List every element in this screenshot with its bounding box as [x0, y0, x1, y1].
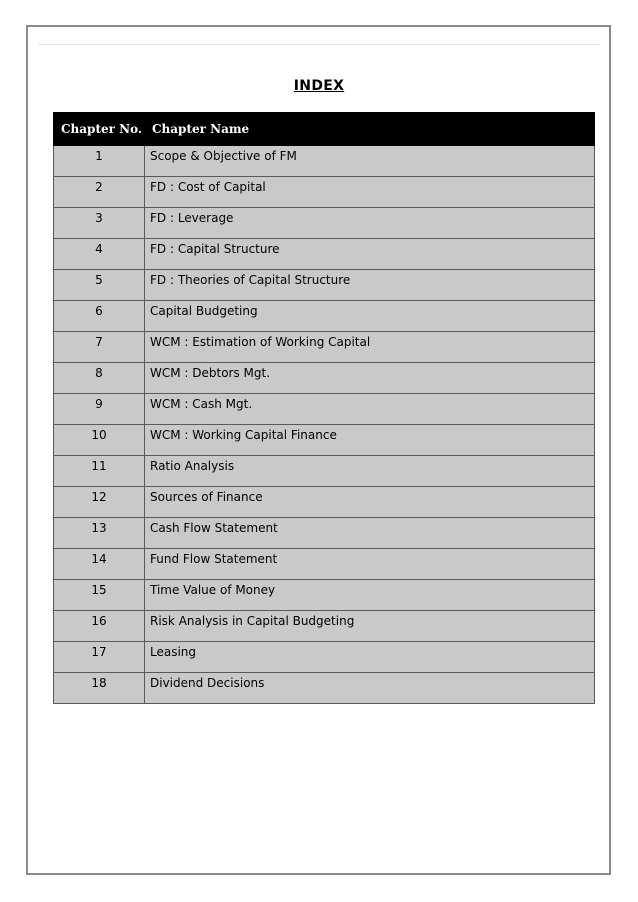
chapter-name: Sources of Finance — [150, 490, 263, 504]
chapter-name: FD : Capital Structure — [150, 242, 280, 256]
table-row — [54, 642, 595, 673]
chapter-name-cell — [145, 270, 595, 301]
chapter-no: 18 — [91, 676, 107, 690]
chapter-name-cell — [145, 580, 595, 611]
page-title: INDEX — [293, 78, 345, 94]
chapter-no: 7 — [95, 335, 103, 349]
chapter-no-cell — [54, 642, 145, 673]
chapter-no-cell — [54, 208, 145, 239]
chapter-name: Cash Flow Statement — [150, 521, 278, 535]
chapter-no: 6 — [95, 304, 103, 318]
chapter-name: WCM : Cash Mgt. — [150, 397, 253, 411]
chapter-name-cell — [145, 208, 595, 239]
chapter-name: FD : Cost of Capital — [150, 180, 266, 194]
chapter-no: 2 — [95, 180, 103, 194]
table-row — [54, 208, 595, 239]
chapter-name: FD : Leverage — [150, 211, 234, 225]
chapter-no-cell — [54, 549, 145, 580]
chapter-no-cell — [54, 518, 145, 549]
chapter-no: 16 — [91, 614, 107, 628]
index-table — [53, 112, 595, 704]
table-row — [54, 146, 595, 177]
chapter-no-cell — [54, 239, 145, 270]
chapter-name-cell — [145, 456, 595, 487]
chapter-no-cell — [54, 270, 145, 301]
table-row — [54, 673, 595, 704]
chapter-no: 1 — [95, 149, 103, 163]
chapter-name-cell — [145, 177, 595, 208]
chapter-no-cell — [54, 673, 145, 704]
table-row — [54, 549, 595, 580]
chapter-no-cell — [54, 146, 145, 177]
header-chapter-no: Chapter No. — [54, 113, 145, 146]
chapter-no: 8 — [95, 366, 103, 380]
chapter-name: FD : Theories of Capital Structure — [150, 273, 351, 287]
chapter-no-cell — [54, 363, 145, 394]
chapter-no-cell — [54, 301, 145, 332]
chapter-name: WCM : Working Capital Finance — [150, 428, 337, 442]
chapter-name: Capital Budgeting — [150, 304, 258, 318]
table-header-row — [54, 113, 595, 146]
chapter-no: 17 — [91, 645, 107, 659]
chapter-name-cell — [145, 301, 595, 332]
chapter-name-cell — [145, 487, 595, 518]
table-row — [54, 239, 595, 270]
chapter-name: Fund Flow Statement — [150, 552, 278, 566]
chapter-name-cell — [145, 146, 595, 177]
chapter-name-cell — [145, 549, 595, 580]
table-row — [54, 177, 595, 208]
chapter-name: Time Value of Money — [150, 583, 276, 597]
chapter-no: 9 — [95, 397, 103, 411]
table-row — [54, 456, 595, 487]
chapter-no: 10 — [91, 428, 107, 442]
chapter-no-cell — [54, 332, 145, 363]
table-row — [54, 394, 595, 425]
chapter-no: 14 — [91, 552, 107, 566]
chapter-no: 4 — [95, 242, 103, 256]
chapter-name-cell — [145, 642, 595, 673]
chapter-name-cell — [145, 239, 595, 270]
chapter-no-cell — [54, 394, 145, 425]
chapter-name: Dividend Decisions — [150, 676, 265, 690]
chapter-no-cell — [54, 177, 145, 208]
chapter-name-cell — [145, 425, 595, 456]
header-rule — [38, 44, 600, 45]
chapter-name: WCM : Estimation of Working Capital — [150, 335, 371, 349]
chapter-no-cell — [54, 580, 145, 611]
table-row — [54, 580, 595, 611]
chapter-name-cell — [145, 332, 595, 363]
chapter-no: 12 — [91, 490, 107, 504]
chapter-no-cell — [54, 456, 145, 487]
table-row — [54, 487, 595, 518]
chapter-no: 3 — [95, 211, 103, 225]
chapter-no-cell — [54, 611, 145, 642]
chapter-no-cell — [54, 487, 145, 518]
chapter-name: Risk Analysis in Capital Budgeting — [150, 614, 355, 628]
chapter-name: Ratio Analysis — [150, 459, 235, 473]
chapter-name-cell — [145, 673, 595, 704]
chapter-name: Scope & Objective of FM — [150, 149, 297, 163]
chapter-name: Leasing — [150, 645, 197, 659]
chapter-name-cell — [145, 363, 595, 394]
chapter-name-cell — [145, 518, 595, 549]
table-body — [54, 146, 595, 704]
chapter-no: 13 — [91, 521, 107, 535]
table-row — [54, 611, 595, 642]
table-row — [54, 301, 595, 332]
table-row — [54, 518, 595, 549]
table-row — [54, 363, 595, 394]
chapter-name-cell — [145, 611, 595, 642]
chapter-no: 11 — [91, 459, 107, 473]
chapter-no: 15 — [91, 583, 107, 597]
chapter-no-cell — [54, 425, 145, 456]
table-row — [54, 332, 595, 363]
chapter-name-cell — [145, 394, 595, 425]
table-row — [54, 270, 595, 301]
chapter-name: WCM : Debtors Mgt. — [150, 366, 271, 380]
header-chapter-name: Chapter Name — [145, 113, 595, 146]
table-row — [54, 425, 595, 456]
chapter-no: 5 — [95, 273, 103, 287]
